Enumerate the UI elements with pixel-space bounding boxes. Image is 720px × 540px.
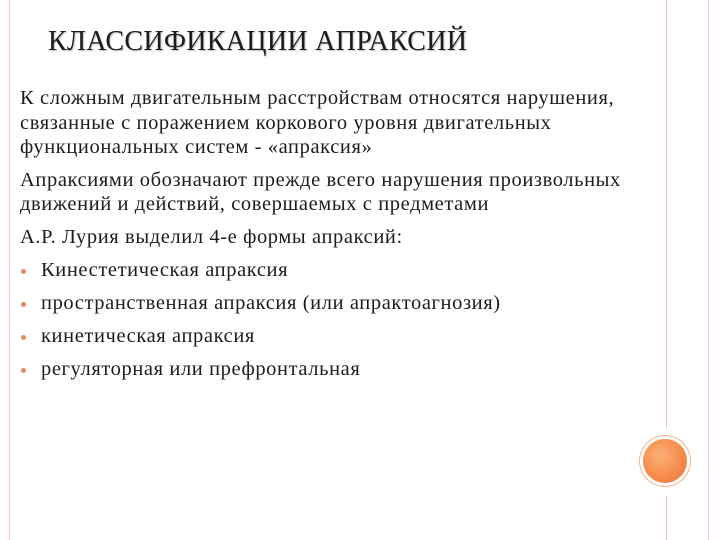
- bullet-icon: [21, 302, 26, 307]
- list-item: [20, 291, 660, 316]
- list-item-label: кинетическая апраксия: [41, 324, 255, 347]
- bullet-icon: [21, 335, 26, 340]
- bullet-icon: [21, 269, 26, 274]
- decor-orb-icon: [643, 439, 687, 483]
- decor-line-top: [666, 0, 667, 428]
- list-item: [20, 324, 660, 349]
- list-item: [20, 258, 660, 283]
- paragraph-luria-forms: А.Р. Лурия выделил 4-е формы апраксий:: [20, 225, 403, 248]
- list-item-label: пространственная апраксия (или апрактоагнозия): [41, 291, 501, 314]
- slide-title: КЛАССИФИКАЦИИ АПРАКСИЙ: [48, 26, 468, 57]
- slide-body: [20, 86, 660, 381]
- list-item-label: Кинестетическая апраксия: [41, 258, 289, 281]
- paragraph-apraxia-meaning: Апраксиями обозначают прежде всего нарушения произвольных движений и действий, совершаемых с предметами: [20, 168, 621, 215]
- bullet-icon: [21, 368, 26, 373]
- list-item-label: регуляторная или префронтальная: [41, 357, 361, 380]
- decor-line-bottom: [666, 496, 667, 540]
- list-item: [20, 357, 660, 382]
- paragraph-apraxia-definition: К сложным двигательным расстройствам относятся нарушения, связанные с поражением коркового уровня двигательных функциональных систем - «апраксия»: [20, 87, 615, 158]
- apraxia-forms-list: [20, 258, 660, 382]
